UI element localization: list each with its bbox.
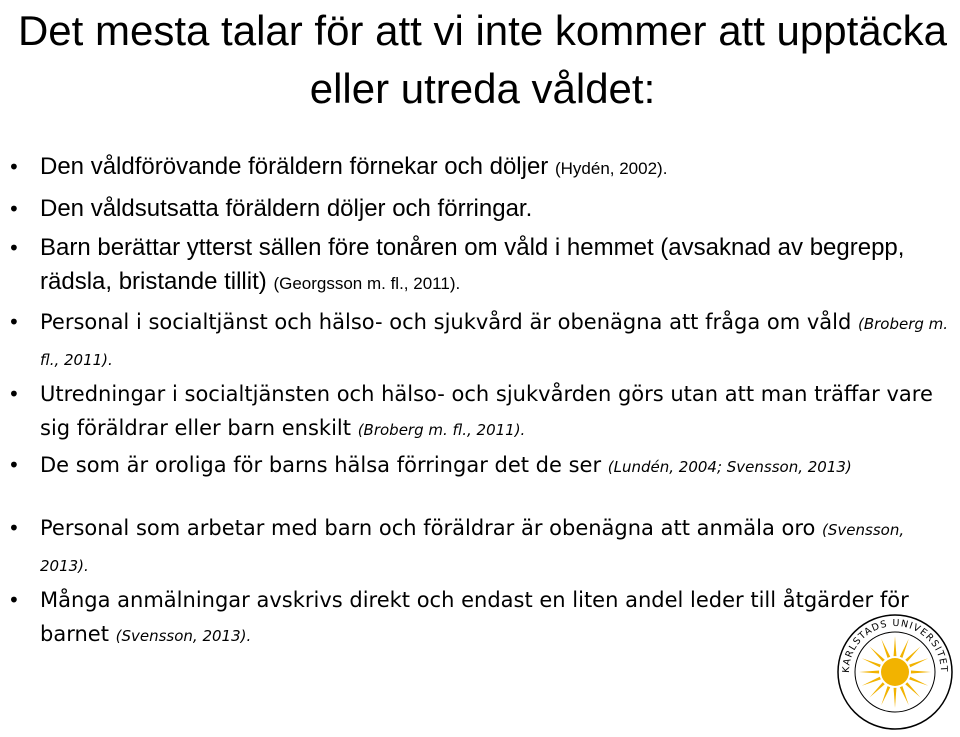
bullet-dot-icon: • bbox=[8, 236, 20, 260]
sun-ray bbox=[859, 671, 879, 674]
sun-ray bbox=[909, 677, 928, 686]
bullet-text: Den våldsutsatta föräldern döljer och förringar. bbox=[40, 195, 533, 222]
bullet-item bbox=[8, 377, 952, 447]
sun-ray bbox=[862, 677, 881, 686]
bullet-text: Utredningar i socialtjänsten och hälso- och sjukvården görs utan att man träffar vare sig föräldrar eller barn enskilt bbox=[40, 382, 933, 440]
sun-ray bbox=[911, 671, 931, 674]
bullet-dot-icon: • bbox=[8, 588, 20, 612]
bullet-dot-icon: • bbox=[8, 382, 20, 406]
bullet-item bbox=[8, 305, 952, 377]
bullet-citation: (Broberg m. fl., 2011). bbox=[357, 421, 526, 439]
sun-ray bbox=[881, 639, 890, 658]
bullet-citation: (Svensson, 2013). bbox=[115, 627, 252, 645]
sun-ray bbox=[894, 636, 897, 656]
sun-ray bbox=[905, 647, 920, 662]
sun-ray bbox=[905, 682, 920, 697]
sun-ray bbox=[870, 647, 885, 662]
sun-ray bbox=[870, 682, 885, 697]
sun-ray bbox=[900, 639, 909, 658]
bullet-citation: (Georgsson m. fl., 2011). bbox=[273, 274, 461, 293]
sun-core bbox=[881, 658, 909, 686]
bullet-dot-icon: • bbox=[8, 310, 20, 334]
bullet-item bbox=[8, 150, 952, 186]
bullet-citation: (Hydén, 2002). bbox=[554, 159, 668, 178]
bullet-item bbox=[8, 448, 952, 484]
sun-ray bbox=[881, 686, 890, 705]
bullet-citation: (Lundén, 2004; Svensson, 2013) bbox=[607, 458, 852, 476]
bullet-text: Personal i socialtjänst och hälso- och sjukvård är obenägna att fråga om våld bbox=[40, 310, 858, 334]
sun-ray bbox=[894, 688, 897, 708]
bullet-text: Barn berättar ytterst sällen före tonåren om våld i hemmet (avsaknad av begrepp, rädsla, bristande tillit) bbox=[40, 234, 905, 295]
bullet-dot-icon: • bbox=[8, 516, 20, 540]
bullet-text: Den våldförövande föräldern förnekar och döljer bbox=[40, 153, 555, 180]
bullet-item bbox=[8, 231, 952, 301]
bullet-text: Personal som arbetar med barn och föräldrar är obenägna att anmäla oro bbox=[40, 516, 823, 540]
bullet-text: Många anmälningar avskrivs direkt och endast en liten andel leder till åtgärder för barnet bbox=[40, 588, 909, 646]
bullet-item bbox=[8, 192, 952, 228]
bullet-dot-icon: • bbox=[8, 155, 20, 179]
bullet-citation: (Svensson, 2013). bbox=[40, 521, 905, 575]
sun-ray bbox=[909, 658, 928, 667]
sun-ray bbox=[862, 658, 881, 667]
bullet-item bbox=[8, 583, 952, 653]
bullet-dot-icon: • bbox=[8, 453, 20, 477]
bullet-citation: (Broberg m. fl., 2011). bbox=[40, 315, 949, 369]
logo-text-path: KARLSTADS UNIVERSITET bbox=[840, 617, 950, 674]
bullet-dot-icon: • bbox=[8, 197, 20, 221]
bullet-text: De som är oroliga för barns hälsa förringar det de ser bbox=[40, 453, 608, 477]
sun-ray bbox=[900, 686, 909, 705]
university-logo-icon bbox=[835, 612, 955, 732]
slide-title: Det mesta talar för att vi inte kommer att upptäcka eller utreda våldet: bbox=[17, 7, 948, 112]
bullet-item bbox=[8, 511, 952, 583]
